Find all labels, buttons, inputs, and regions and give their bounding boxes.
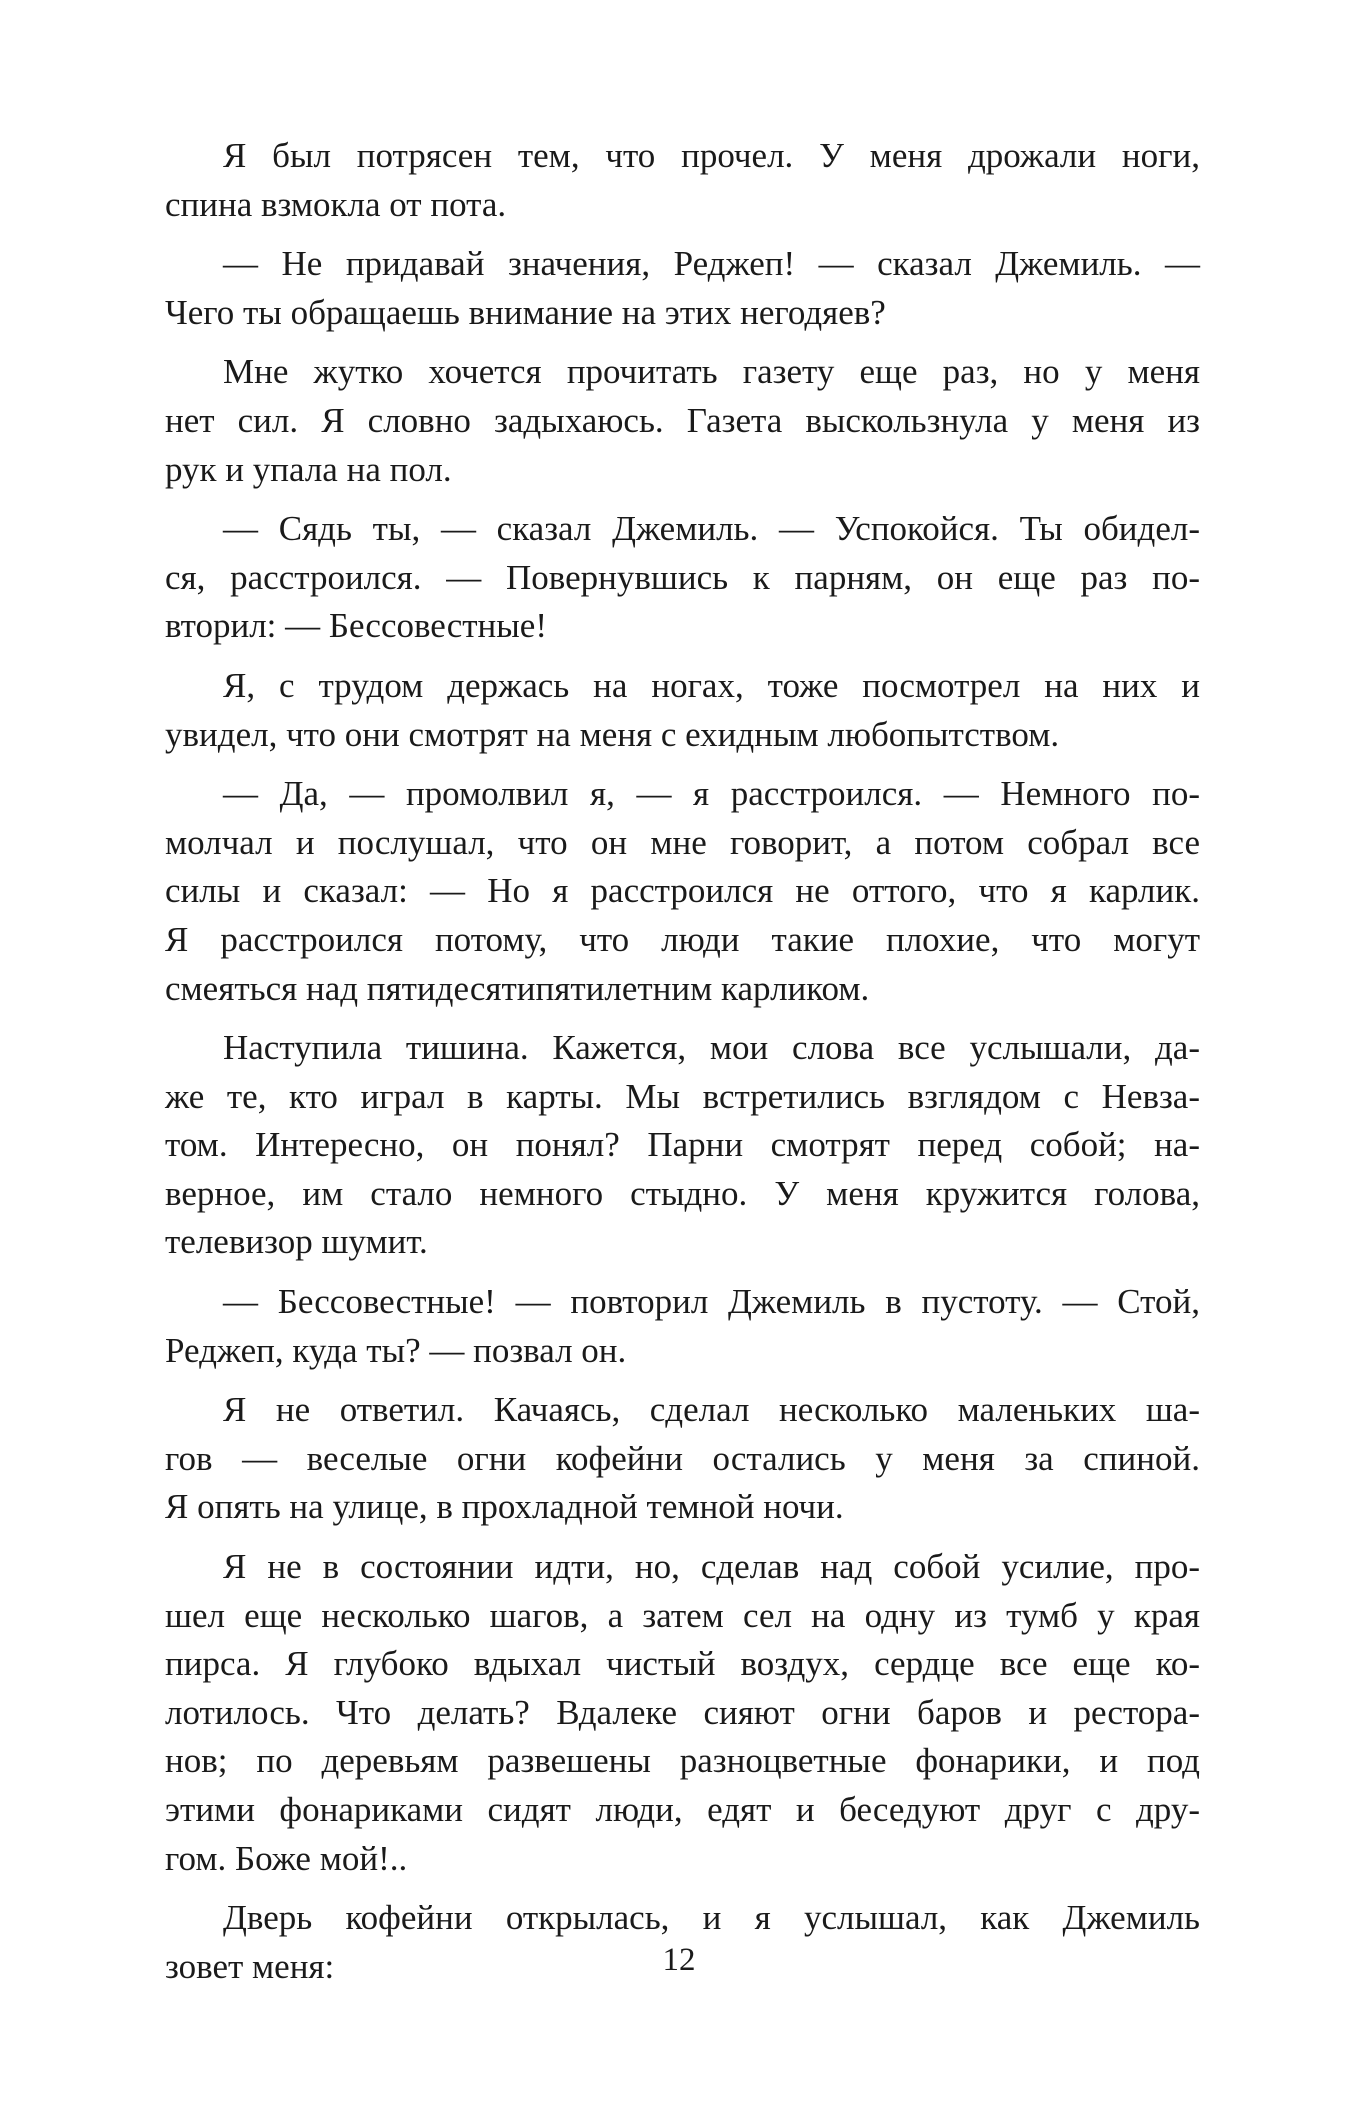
paragraph (165, 505, 1200, 651)
text-line: Я расстроился потому, что люди такие плохие, что могут (165, 919, 1200, 959)
text-line: Чего ты обращаешь внимание на этих негодяев? (165, 292, 886, 332)
text-line: зовет меня: (165, 1946, 335, 1986)
text-line: — Бессовестные! — повторил Джемиль в пустоту. — Стой, (223, 1282, 1200, 1322)
text-line: телевизор шумит. (165, 1222, 428, 1262)
text-line: увидел, что они смотрят на меня с ехидным любопытством. (165, 714, 1060, 754)
paragraph (165, 348, 1200, 494)
text-line: молчал и послушал, что он мне говорит, а потом собрал все (165, 822, 1200, 862)
text-line: — Да, — промолвил я, — я расстроился. — Немного по- (223, 774, 1200, 814)
text-line: шел еще несколько шагов, а затем сел на одну из тумб у края (165, 1595, 1200, 1635)
text-line: смеяться над пятидесятипятилетним карликом. (165, 968, 870, 1008)
paragraph (165, 240, 1200, 337)
text-line: Я не в состоянии идти, но, сделав над собой усилие, про- (223, 1547, 1200, 1587)
text-line: — Сядь ты, — сказал Джемиль. — Успокойся. Ты обидел- (223, 509, 1200, 549)
text-line: рук и упала на пол. (165, 449, 452, 489)
text-line: Я был потрясен тем, что прочел. У меня дрожали ноги, (223, 136, 1200, 175)
body-text (165, 132, 1200, 1991)
text-line: Дверь кофейни открылась, и я услышал, как Джемиль (223, 1898, 1200, 1938)
text-line: Мне жутко хочется прочитать газету еще раз, но у меня (223, 352, 1200, 392)
paragraph (165, 1024, 1200, 1267)
text-line: гов — веселые огни кофейни остались у меня за спиной. (165, 1438, 1200, 1478)
text-line: лотилось. Что делать? Вдалеке сияют огни баров и рестора- (165, 1692, 1200, 1732)
text-line: том. Интересно, он понял? Парни смотрят перед собой; на- (165, 1125, 1200, 1165)
text-line: силы и сказал: — Но я расстроился не оттого, что я карлик. (165, 871, 1200, 911)
text-line: Реджеп, куда ты? — позвал он. (165, 1330, 627, 1370)
paragraph (165, 1543, 1200, 1883)
page-number: 12 (662, 1942, 696, 1978)
paragraph (165, 1386, 1200, 1532)
text-line: этими фонариками сидят люди, едят и беседуют друг с дру- (165, 1790, 1200, 1829)
paragraph (165, 132, 1200, 229)
text-line: вторил: — Бессовестные! (165, 606, 547, 646)
paragraph (165, 662, 1200, 759)
text-line: гом. Боже мой!.. (165, 1838, 408, 1878)
text-line: Я не ответил. Качаясь, сделал несколько маленьких ша- (223, 1390, 1200, 1430)
text-line: Я опять на улице, в прохладной темной ночи. (165, 1487, 844, 1527)
text-line: верное, им стало немного стыдно. У меня кружится голова, (165, 1173, 1200, 1213)
text-line: ся, расстроился. — Повернувшись к парням, он еще раз по- (165, 557, 1200, 597)
text-line: же те, кто играл в карты. Мы встретились взглядом с Невза- (165, 1076, 1200, 1116)
text-line: нет сил. Я словно задыхаюсь. Газета выскользнула у меня из (165, 400, 1200, 440)
paragraph (165, 770, 1200, 1013)
paragraph (165, 1278, 1200, 1375)
text-line: спина взмокла от пота. (165, 184, 507, 224)
text-line: Я, с трудом держась на ногах, тоже посмотрел на них и (223, 665, 1200, 705)
text-line: пирса. Я глубоко вдыхал чистый воздух, сердце все еще ко- (165, 1644, 1200, 1684)
text-line: — Не придавай значения, Реджеп! — сказал Джемиль. — (223, 244, 1200, 284)
text-line: Наступила тишина. Кажется, мои слова все услышали, да- (223, 1028, 1200, 1068)
text-line: нов; по деревьям развешены разноцветные фонарики, и под (165, 1741, 1200, 1781)
